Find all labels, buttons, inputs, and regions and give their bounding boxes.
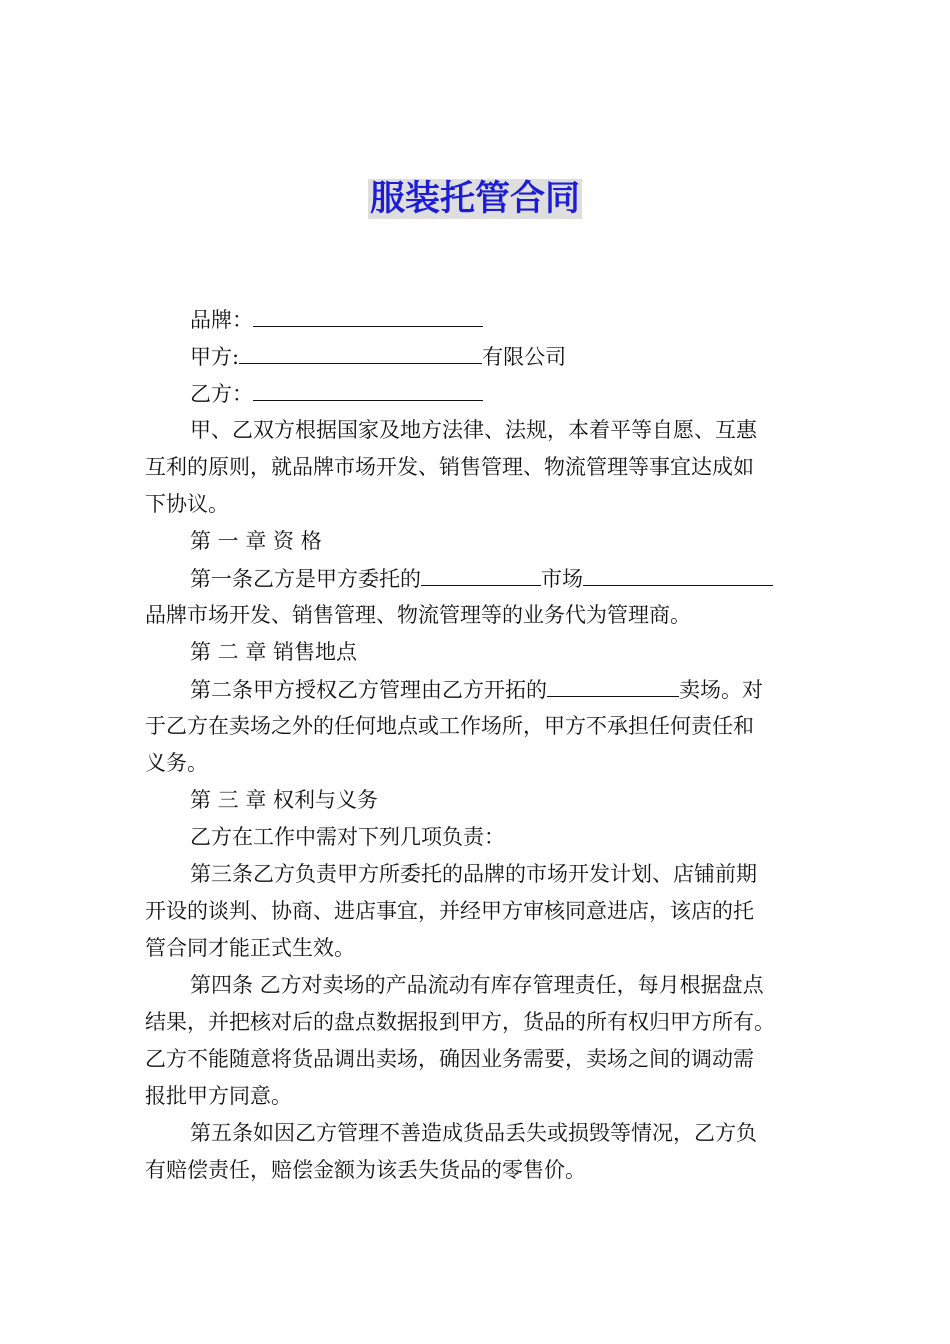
- article-2-line: 义务。: [145, 751, 208, 775]
- party-a-blank: [239, 338, 482, 364]
- article-1-line: [145, 560, 815, 597]
- article-3-line: 管合同才能正式生效。: [145, 936, 355, 960]
- party-b-label: 乙方：: [190, 382, 253, 406]
- brand-label: 品牌：: [190, 308, 253, 332]
- article-2-line: [145, 671, 815, 708]
- article-2-blank: [547, 671, 679, 697]
- title-text: 服装托管合同: [369, 179, 580, 219]
- chapter-1-heading: 第 一 章 资 格: [190, 529, 322, 553]
- article-4-line: 乙方不能随意将货品调出卖场，确因业务需要，卖场之间的调动需: [145, 1047, 754, 1071]
- article-1-blank: [421, 560, 541, 586]
- preamble-line: 下协议。: [145, 492, 229, 516]
- party-b-blank: [253, 375, 483, 401]
- article-5-line: 第五条如因乙方管理不善造成货品丢失或损毁等情况，乙方负: [190, 1121, 757, 1145]
- party-b-line: [145, 375, 815, 412]
- document-title: [0, 176, 950, 222]
- party-a-label: 甲方:: [190, 345, 240, 369]
- article-1-market: 市场: [541, 567, 583, 591]
- article-2-venue: 卖场。对: [679, 678, 763, 702]
- article-4-line: 结果，并把核对后的盘点数据报到甲方，货品的所有权归甲方所有。: [145, 1010, 775, 1034]
- brand-blank: [253, 301, 483, 327]
- article-5-line: 有赔偿责任，赔偿金额为该丢失货品的零售价。: [145, 1158, 586, 1182]
- preamble-line: 甲、乙双方根据国家及地方法律、法规，本着平等自愿、互惠: [190, 418, 757, 442]
- article-4-line: 报批甲方同意。: [145, 1084, 292, 1108]
- article-4-line: 第四条 乙方对卖场的产品流动有库存管理责任，每月根据盘点: [190, 973, 764, 997]
- brand-line: [145, 301, 815, 338]
- article-1-line: 品牌市场开发、销售管理、物流管理等的业务代为管理商。: [145, 603, 691, 627]
- chapter-3-heading: 第 三 章 权利与义务: [190, 788, 379, 812]
- chapter-2-heading: 第 二 章 销售地点: [190, 640, 358, 664]
- article-1-text: 第一条乙方是甲方委托的: [190, 567, 421, 591]
- document-body: [145, 301, 815, 1189]
- party-a-line: [145, 338, 815, 375]
- article-3-line: 开设的谈判、协商、进店事宜，并经甲方审核同意进店，该店的托: [145, 899, 754, 923]
- preamble-line: 互利的原则，就品牌市场开发、销售管理、物流管理等事宜达成如: [145, 455, 754, 479]
- article-2-line: 于乙方在卖场之外的任何地点或工作场所，甲方不承担任何责任和: [145, 714, 754, 738]
- party-a-suffix: 有限公司: [482, 345, 567, 369]
- article-3-line: 第三条乙方负责甲方所委托的品牌的市场开发计划、店铺前期: [190, 862, 757, 886]
- duties-intro: 乙方在工作中需对下列几项负责：: [190, 825, 505, 849]
- article-2-text: 第二条甲方授权乙方管理由乙方开拓的: [190, 678, 547, 702]
- article-1-blank: [583, 560, 773, 586]
